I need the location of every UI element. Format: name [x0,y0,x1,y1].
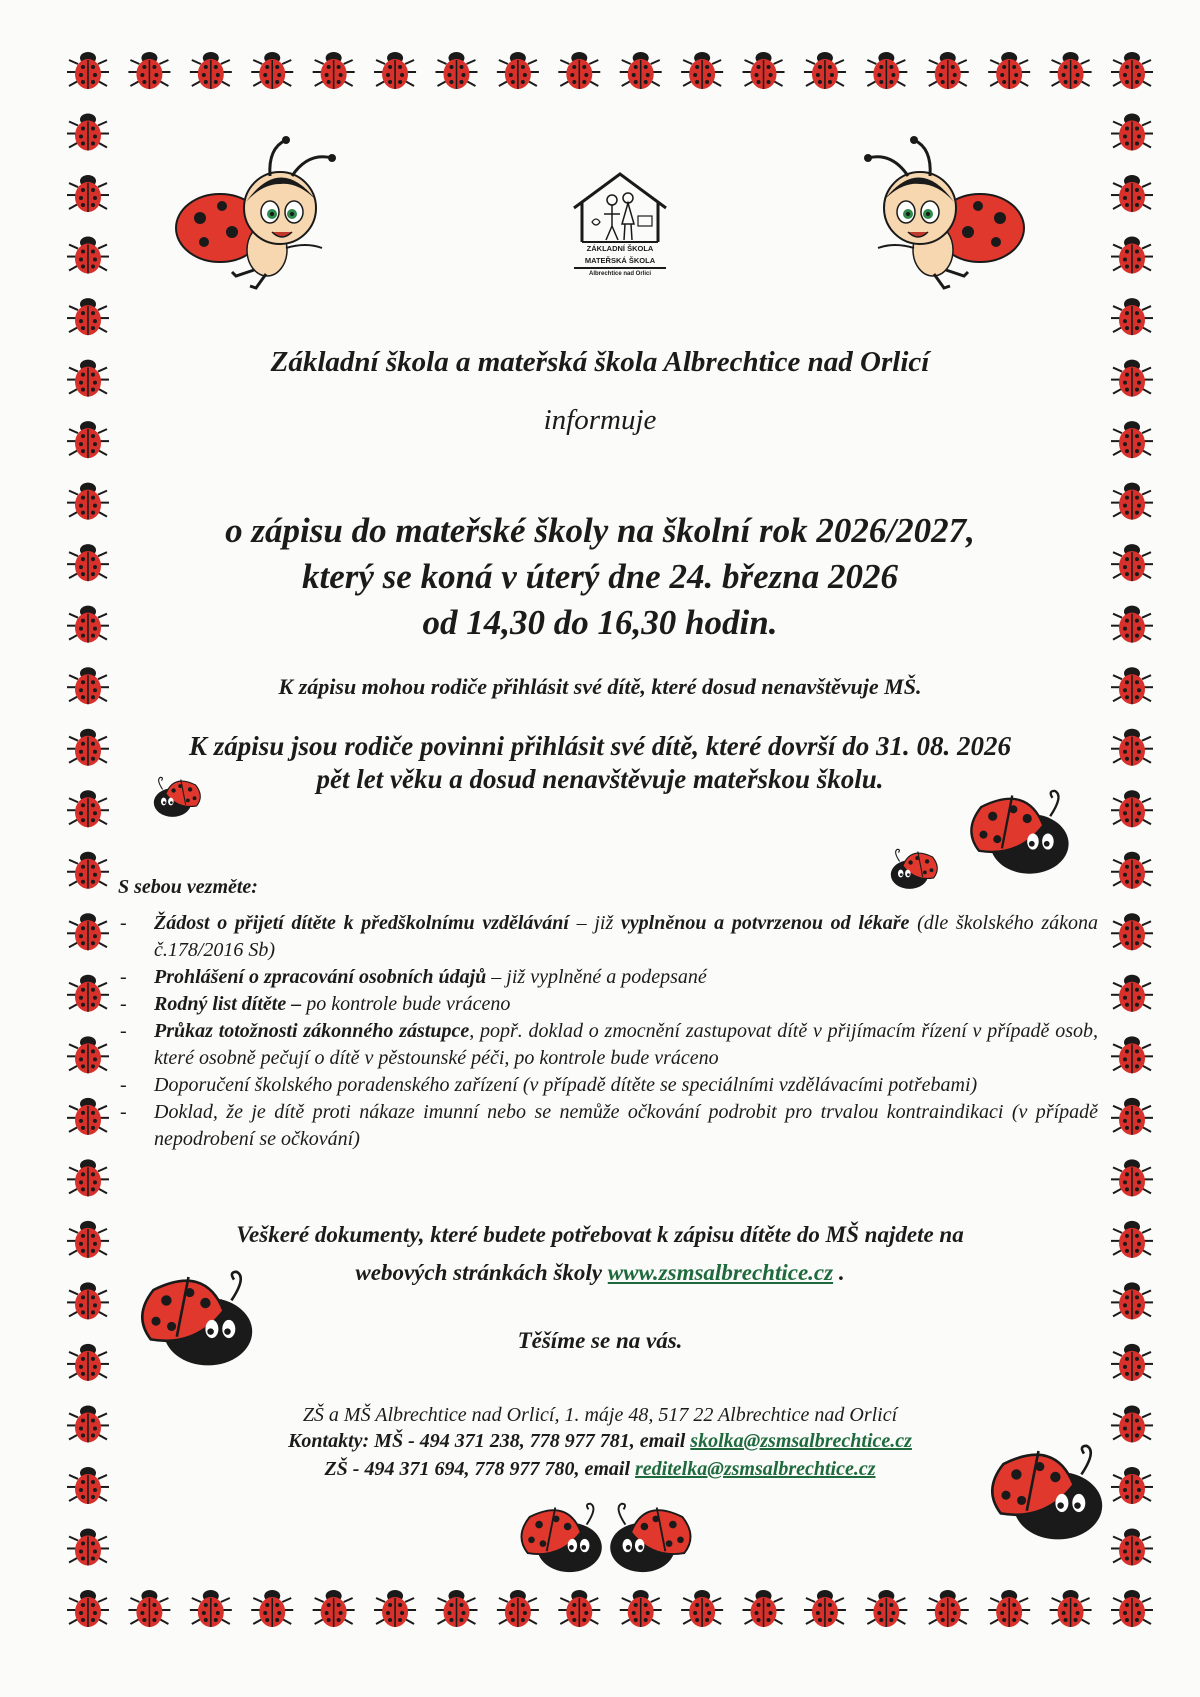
logo-line-3: Albrechtice nad Orlicí [588,271,652,277]
contacts-ms [0,1430,1200,1453]
mandatory-enrollment-line-1: K zápisu jsou rodiče povinni přihlásit své dítě, které dovrší do 31. 08. 2026 [188,731,1012,761]
item-text: Doporučení školského poradenského zařízení (v případě dítěte se speciálními vzdělávacími potřebami) [154,1074,978,1096]
list-dash: - [120,1020,127,1042]
announcement-time: od 14,30 do 16,30 hodin. [422,603,778,642]
item-text: Doklad, že je dítě proti nákaze imunní nebo se nemůže očkování podrobit pro trvalou kontraindikaci (v případě nepodrobení se očkování) [154,1101,1098,1150]
list-item [120,991,1098,1018]
contacts-zs-prefix: ZŠ - 494 371 694, 778 977 780, email [324,1458,636,1480]
list-item [120,910,1098,964]
subtitle-informuje: informuje [543,404,657,436]
optional-enrollment-text: K zápisu mohou rodiče přihlásit své dítě, které dosud nenavštěvuje MŠ. [278,674,922,699]
item-bold: Rodný list dítěte – [154,993,302,1015]
list-dash: - [120,993,127,1015]
item-bold: Průkaz totožnosti zákonného zástupce [154,1020,470,1042]
list-dash: - [120,1101,127,1123]
closing-text: Těšíme se na vás. [517,1328,683,1353]
item-rest: (dle školského zákona č.178/2016 Sb) [154,912,1098,961]
list-item [120,1099,1098,1153]
list-dash: - [120,912,127,934]
item-bold: Prohlášení o zpracování osobních údajů [154,966,487,988]
announcement-line-1: o zápisu do mateřské školy na školní rok 2026/2027, [225,511,975,550]
website-link[interactable]: www.zsmsalbrechtice.cz [607,1260,834,1285]
logo-line-2: MATEŘSKÁ ŠKOLA [584,256,656,265]
documents-line-2 [0,1260,1200,1286]
item-text: – již vyplněné a podepsané [486,966,707,988]
bring-list [120,910,1098,1153]
item-text: – již [568,912,621,934]
mandatory-enrollment-line-2: pět let věku a dosud nenavštěvuje mateřskou školu. [316,764,884,794]
announcement-line-2: který se koná v úterý dne 24. března 2026 [302,557,898,596]
list-item [120,1072,1098,1099]
contacts-zs [0,1458,1200,1481]
school-address: ZŠ a MŠ Albrechtice nad Orlicí, 1. máje 48, 517 22 Albrechtice nad Orlicí [302,1404,898,1426]
documents-line-1: Veškeré dokumenty, které budete potřebovat k zápisu dítěte do MŠ najdete na [236,1222,964,1247]
list-item [120,1018,1098,1072]
school-title: Základní škola a mateřská škola Albrechtice nad Orlicí [270,346,930,378]
contacts-ms-prefix: Kontakty: MŠ - 494 371 238, 778 977 781, email [288,1430,691,1452]
bring-list-title: S sebou vezměte: [118,876,258,898]
item-bold-2: vyplněnou a potvrzenou od lékaře [620,912,910,934]
item-text: po kontrole bude vráceno [301,993,511,1015]
ms-email-link[interactable]: skolka@zsmsalbrechtice.cz [690,1430,912,1452]
item-bold: Žádost o přijetí dítěte k předškolnímu vzdělávání [154,912,569,934]
documents-line-2-prefix: webových stránkách školy [355,1260,608,1285]
list-dash: - [120,1074,127,1096]
zs-email-link[interactable]: reditelka@zsmsalbrechtice.cz [635,1458,876,1480]
list-dash: - [120,966,127,988]
list-item [120,964,1098,991]
documents-line-2-suffix: . [833,1260,845,1285]
logo-line-1: ZÁKLADNÍ ŠKOLA [586,244,654,253]
item-text: , popř. doklad o zmocnění zastupovat dítě v přijímacím řízení v případě osob, které osobně pečují o dítě v pěstounské péči, po kontrole bude vráceno [154,1020,1098,1069]
